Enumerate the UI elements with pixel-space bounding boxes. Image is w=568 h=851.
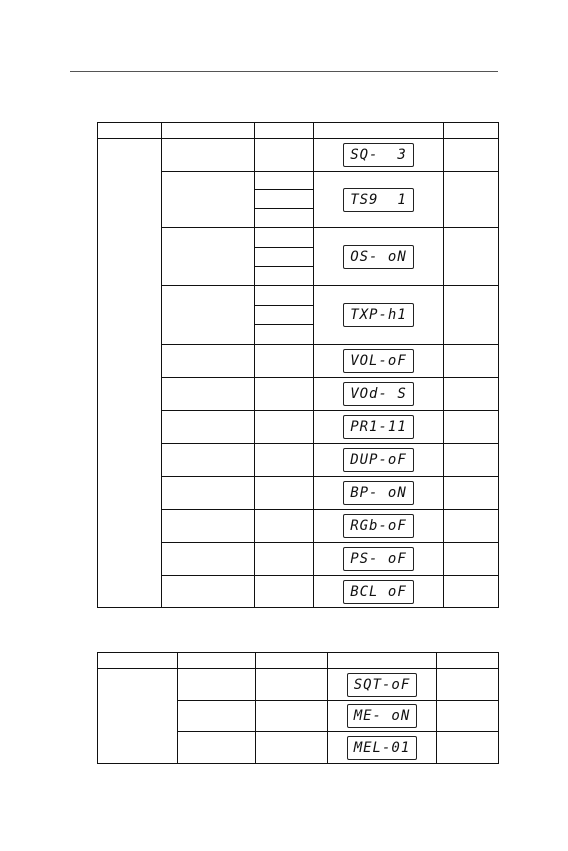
lcd-display: BP- oN [343,481,414,505]
header-rule [70,71,498,72]
option-cell [255,267,314,286]
lcd-display: ME- oN [347,704,418,728]
display-cell [328,669,437,701]
note-cell [437,732,499,764]
header-cell [162,123,255,139]
note-cell [444,345,499,378]
option-cell [256,732,328,764]
function-cell [162,139,255,172]
display-cell [314,345,444,378]
header-cell [98,123,162,139]
option-cell [255,444,314,477]
lcd-display: VOL-oF [343,349,414,373]
note-cell [444,576,499,608]
lcd-display: MEL-01 [347,736,418,760]
lcd-display: OS- oN [343,245,414,269]
note-cell [444,543,499,576]
option-cell [255,306,314,325]
display-cell [314,139,444,172]
note-cell [437,669,499,701]
settings-table-2 [97,652,499,764]
function-cell [162,345,255,378]
display-cell [314,510,444,543]
group-cell [98,139,162,608]
lcd-display: SQT-oF [347,673,418,697]
function-cell [162,510,255,543]
function-cell [178,732,256,764]
table-row [98,139,499,172]
option-cell [255,228,314,248]
display-cell [314,411,444,444]
option-cell [255,209,314,228]
function-cell [162,411,255,444]
function-cell [162,228,255,286]
note-cell [444,510,499,543]
lcd-display: DUP-oF [343,448,414,472]
option-cell [255,411,314,444]
lcd-display: PR1-11 [343,415,414,439]
lcd-display: TXP-h1 [343,303,414,327]
function-cell [162,543,255,576]
option-cell [255,190,314,209]
option-cell [255,345,314,378]
header-cell [328,653,437,669]
display-cell [314,378,444,411]
function-cell [162,576,255,608]
note-cell [444,286,499,345]
function-cell [162,477,255,510]
lcd-display: VOd- S [343,382,414,406]
note-cell [444,172,499,228]
display-cell [314,286,444,345]
header-cell [255,123,314,139]
note-cell [444,378,499,411]
header-cell [98,653,178,669]
display-cell [314,576,444,608]
lcd-display: PS- oF [343,547,414,571]
note-cell [444,411,499,444]
option-cell [255,172,314,190]
display-cell [314,444,444,477]
display-cell [314,543,444,576]
display-cell [314,228,444,286]
header-cell [256,653,328,669]
option-cell [255,510,314,543]
note-cell [444,228,499,286]
lcd-display: SQ- 3 [343,143,414,167]
note-cell [444,444,499,477]
option-cell [255,248,314,267]
table-header-row [98,653,499,669]
lcd-display: RGb-oF [343,514,414,538]
function-cell [162,172,255,228]
header-cell [437,653,499,669]
function-cell [178,669,256,701]
option-cell [255,477,314,510]
table-header-row [98,123,499,139]
lcd-display: TS9 1 [343,188,414,212]
header-cell [444,123,499,139]
option-cell [255,139,314,172]
option-cell [255,576,314,608]
header-cell [314,123,444,139]
lcd-display: BCL oF [343,580,414,604]
note-cell [444,139,499,172]
note-cell [444,477,499,510]
option-cell [256,701,328,732]
option-cell [255,378,314,411]
note-cell [437,701,499,732]
function-cell [178,701,256,732]
table-row [98,669,499,701]
option-cell [256,669,328,701]
display-cell [328,701,437,732]
display-cell [314,172,444,228]
display-cell [314,477,444,510]
function-cell [162,444,255,477]
header-cell [178,653,256,669]
function-cell [162,378,255,411]
settings-table-1 [97,122,499,608]
option-cell [255,543,314,576]
function-cell [162,286,255,345]
group-cell [98,669,178,764]
option-cell [255,286,314,306]
option-cell [255,325,314,345]
display-cell [328,732,437,764]
